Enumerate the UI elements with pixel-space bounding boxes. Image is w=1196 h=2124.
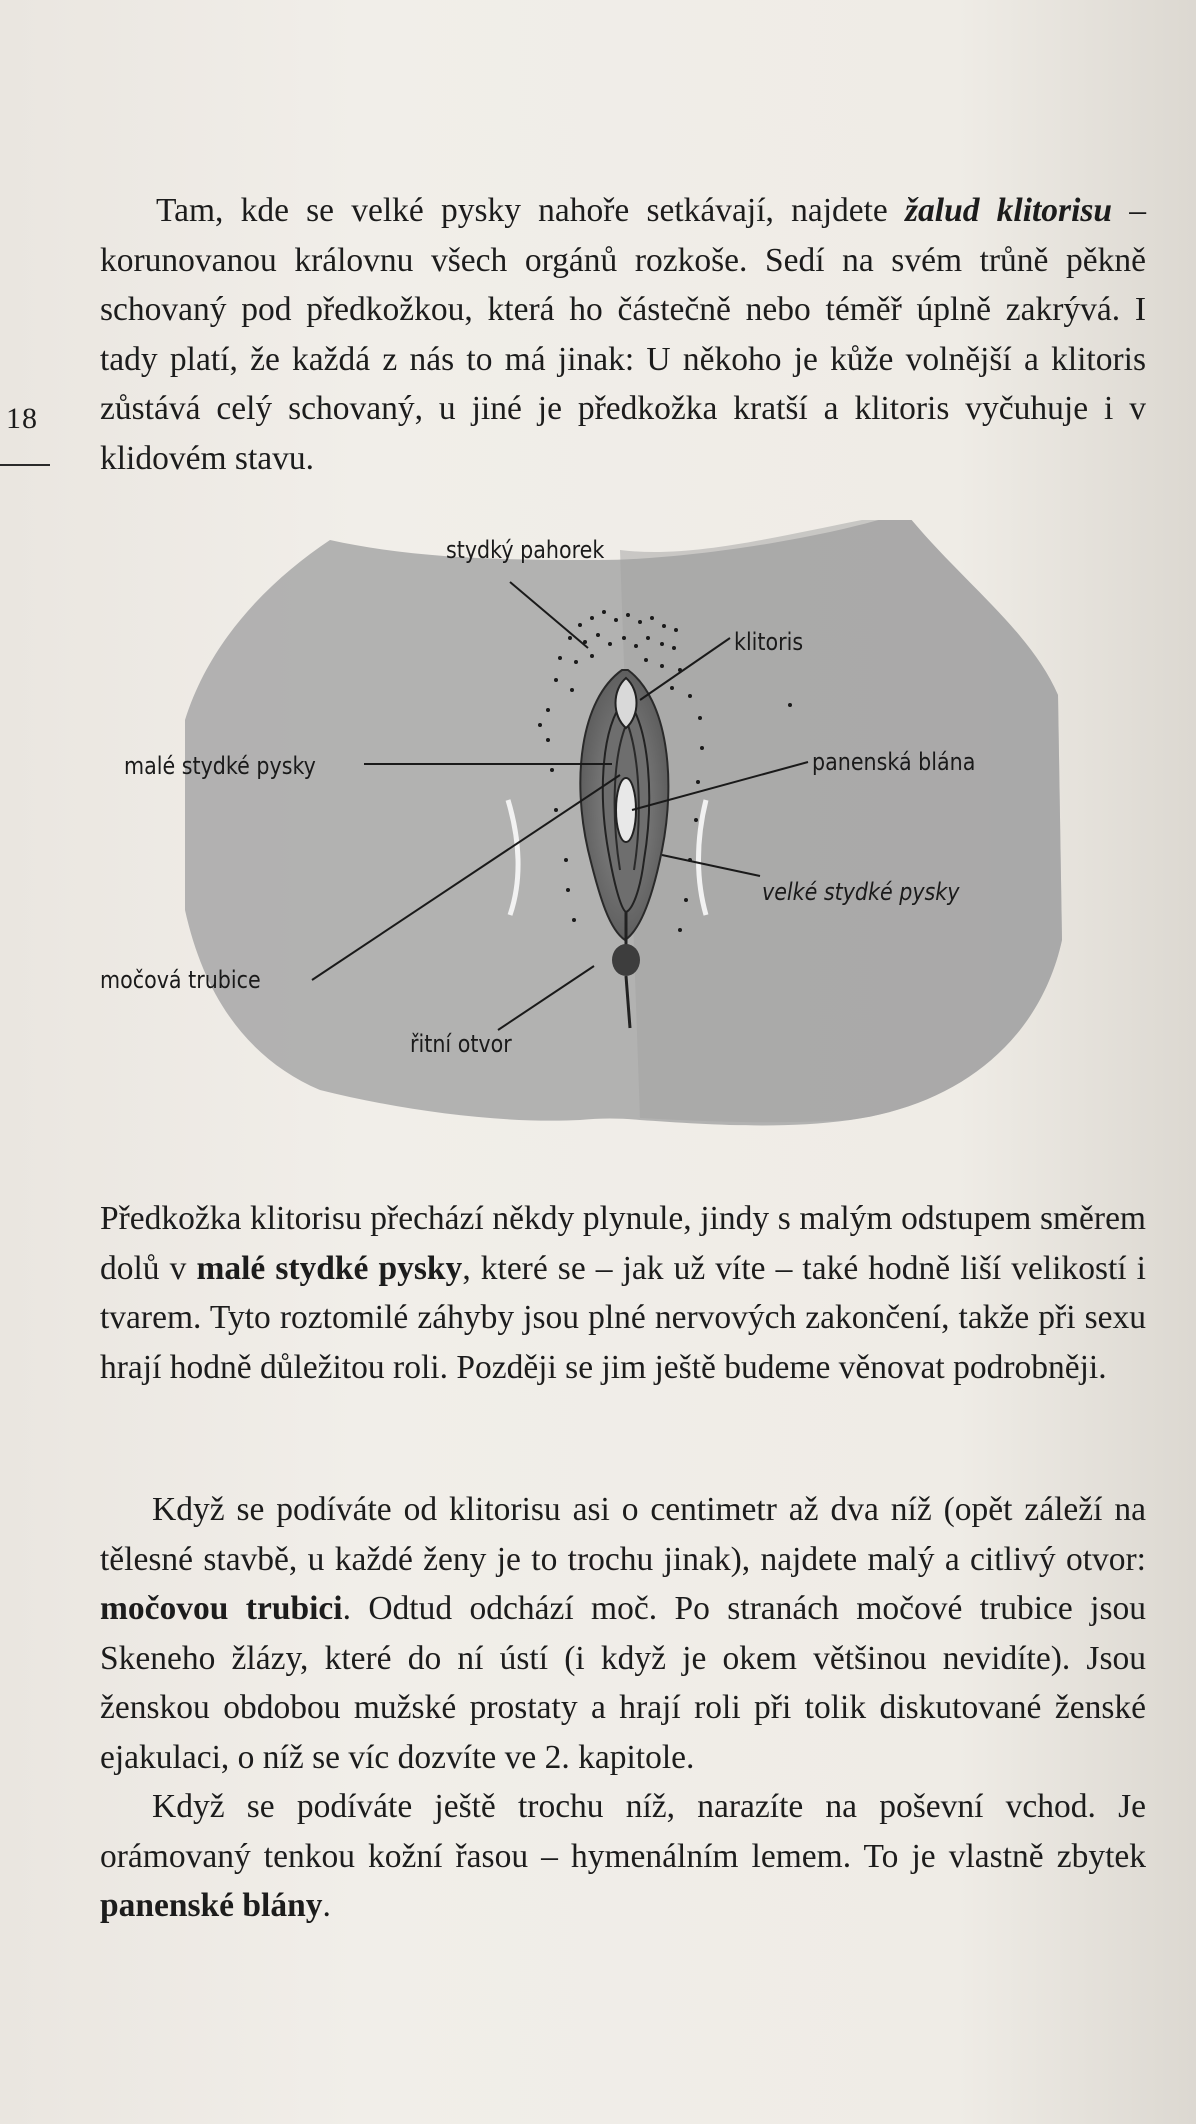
paragraph-4	[100, 1782, 1146, 1931]
paragraph-2-text-before: Předkožka klitorisu přechází někdy plynule, jindy s malým odstupem směrem dolů v	[100, 1200, 1146, 1287]
paragraph-4-text-after: .	[322, 1887, 331, 1925]
label-anus: řitní otvor	[410, 1030, 512, 1058]
label-labia-minora: malé stydké pysky	[124, 752, 316, 780]
anatomy-figure	[0, 520, 1196, 1140]
paragraph-3-text-after: . Odtud odchází moč. Po stranách močové trubice jsou Skeneho žlázy, které do ní ústí (i když je okem většinou nevidíte). Jsou ženskou obdobou mužské prostaty a hrají roli při tolik diskutované ženské ejakulaci, o níž se víc dozvíte ve 2. kapitole.	[100, 1590, 1146, 1776]
paragraph-1	[100, 186, 1146, 484]
anatomy-illustration	[0, 520, 1196, 1140]
paragraph-2	[100, 1194, 1146, 1392]
paragraph-1-text-before: Tam, kde se velké pysky nahoře setkávají, najdete	[156, 192, 905, 229]
anus	[612, 944, 640, 976]
page-number-rule	[0, 464, 50, 466]
term-hymen: panenské blány	[100, 1887, 323, 1925]
label-clitoris: klitoris	[734, 628, 804, 656]
label-mons-pubis: stydký pahorek	[446, 536, 605, 564]
label-labia-majora: velké stydké pysky	[762, 878, 960, 906]
label-urethra: močová trubice	[100, 966, 261, 994]
paragraph-3-text-before: Když se podíváte od klitorisu asi o centimetr až dva níž (opět záleží na tělesné stavbě, u každé ženy je to trochu jinak), najdete malý a citlivý otvor:	[100, 1491, 1146, 1578]
paragraph-2-text-after: , které se – jak už víte – také hodně liší velikostí i tvarem. Tyto roztomilé záhyby jsou plné nervových zakončení, takže při sexu hrají hodně důležitou roli. Později se jim ještě budeme věnovat podrobněji.	[100, 1249, 1146, 1386]
page-number: 18	[6, 402, 38, 435]
paragraph-3	[100, 1485, 1146, 1783]
paragraph-4-text-before: Když se podíváte ještě trochu níž, narazíte na poševní vchod. Je orámovaný tenkou kožní řasou – hymenálním lemem. To je vlastně zbytek	[100, 1788, 1146, 1875]
label-hymen: panenská blána	[812, 748, 976, 776]
term-labia-minora: malé stydké pysky	[196, 1249, 463, 1287]
clitoris-hood	[616, 678, 637, 728]
paragraph-1-text-after: – korunovanou královnu všech orgánů rozkoše. Sedí na svém trůně pěkně schovaný pod předkožkou, která ho částečně nebo téměř úplně zakrývá. I tady platí, že každá z nás to má jinak: U někoho je kůže volnější a klitoris zůstává celý schovaný, u jiné je předkožka kratší a klitoris vyčuhuje i v klidovém stavu.	[100, 192, 1147, 477]
term-clitoris-glans: žalud klitorisu	[904, 192, 1113, 229]
term-urethra: močovou trubici	[100, 1590, 343, 1628]
